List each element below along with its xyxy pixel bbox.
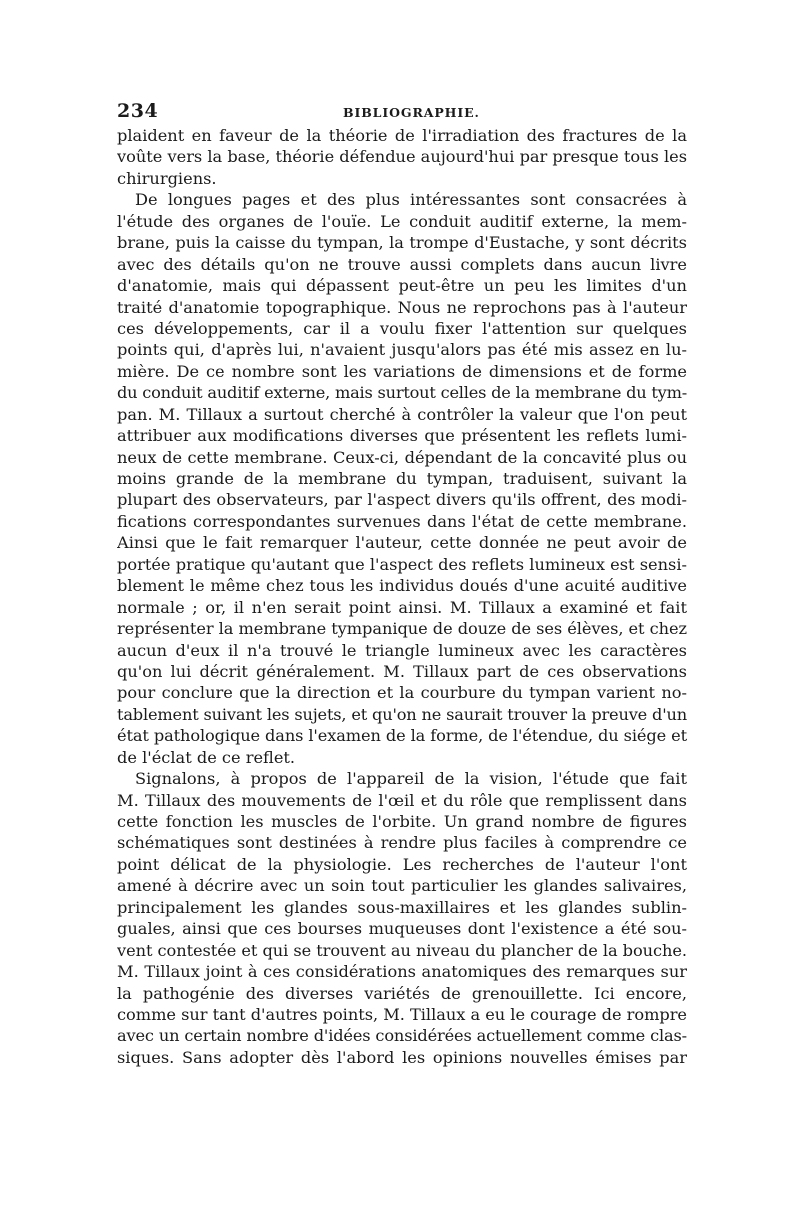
text-line: chirurgiens.: [117, 168, 217, 188]
text-line: état pathologique dans l'examen de la forme, de l'étendue, du siége et: [117, 726, 687, 746]
text-line: guales, ainsi que ces bourses muqueuses dont l'existence a été sou-: [117, 919, 687, 939]
text-line: M. Tillaux des mouvements de l'œil et du rôle que remplissent dans: [117, 790, 687, 810]
text-line: la pathogénie des diverses variétés de grenouillette. Ici encore,: [117, 983, 687, 1003]
body-text: [117, 125, 687, 1068]
paragraph-first-line: Signalons, à propos de l'appareil de la vision, l'étude que fait: [135, 769, 687, 789]
text-line: normale ; or, il n'en serait point ainsi. M. Tillaux a examiné et fait: [117, 597, 687, 617]
page-header: [117, 100, 687, 126]
text-line: points qui, d'après lui, n'avaient jusqu'alors pas été mis assez en lu-: [117, 340, 687, 360]
text-line: plupart des observateurs, par l'aspect divers qu'ils offrent, des modi-: [117, 490, 687, 510]
text-line: du conduit auditif externe, mais surtout celles de la membrane du tym-: [117, 383, 687, 403]
text-line: portée pratique qu'autant que l'aspect des reflets lumineux est sensi-: [117, 554, 687, 574]
text-line: représenter la membrane tympanique de douze de ses élèves, et chez: [117, 619, 687, 639]
text-line: pan. M. Tillaux a surtout cherché à contrôler la valeur que l'on peut: [117, 404, 687, 424]
text-line: M. Tillaux joint à ces considérations anatomiques des remarques sur: [117, 962, 687, 982]
text-line: schématiques sont destinées à rendre plus faciles à comprendre ce: [117, 833, 687, 853]
text-line: qu'on lui décrit généralement. M. Tillaux part de ces observations: [117, 661, 687, 681]
text-line: vent contestée et qui se trouvent au niveau du plancher de la bouche.: [117, 940, 687, 960]
running-title: BIBLIOGRAPHIE.: [343, 105, 480, 120]
text-line: neux de cette membrane. Ceux-ci, dépendant de la concavité plus ou: [117, 447, 687, 467]
paragraph-first-line: De longues pages et des plus intéressantes sont consacrées à: [135, 190, 687, 210]
text-line: siques. Sans adopter dès l'abord les opinions nouvelles émises par: [117, 1047, 687, 1067]
text-line: comme sur tant d'autres points, M. Tillaux a eu le courage de rompre: [117, 1004, 687, 1024]
text-line: ces développements, car il a voulu fixer l'attention sur quelques: [117, 318, 687, 338]
text-line: brane, puis la caisse du tympan, la trompe d'Eustache, y sont décrits: [117, 233, 687, 253]
text-line: aucun d'eux il n'a trouvé le triangle lumineux avec les caractères: [117, 640, 687, 660]
text-line: de l'éclat de ce reflet.: [117, 747, 296, 767]
text-line: point délicat de la physiologie. Les recherches de l'auteur l'ont: [117, 854, 687, 874]
text-line: mière. De ce nombre sont les variations de dimensions et de forme: [117, 361, 687, 381]
text-line: fications correspondantes survenues dans l'état de cette membrane.: [117, 511, 687, 531]
text-line: avec un certain nombre d'idées considérées actuellement comme clas-: [117, 1026, 687, 1046]
text-line: cette fonction les muscles de l'orbite. Un grand nombre de figures: [117, 812, 687, 831]
text-line: voûte vers la base, théorie défendue aujourd'hui par presque tous les: [117, 147, 687, 167]
text-line: l'étude des organes de l'ouïe. Le conduit auditif externe, la mem-: [117, 211, 687, 231]
text-line: tablement suivant les sujets, et qu'on ne saurait trouver la preuve d'un: [117, 704, 687, 724]
text-line: moins grande de la membrane du tympan, traduisent, suivant la: [117, 469, 687, 488]
text-line: pour conclure que la direction et la courbure du tympan varient no-: [117, 683, 687, 703]
text-line: traité d'anatomie topographique. Nous ne reprochons pas à l'auteur: [117, 297, 687, 317]
text-line: plaident en faveur de la théorie de l'irradiation des fractures de la: [117, 126, 687, 145]
text-line: d'anatomie, mais qui dépassent peut-être un peu les limites d'un: [117, 276, 687, 296]
text-line: amené à décrire avec un soin tout particulier les glandes salivaires,: [117, 876, 687, 896]
page-number: 234: [117, 100, 159, 122]
text-line: avec des détails qu'on ne trouve aussi complets dans aucun livre: [117, 254, 687, 274]
text-line: Ainsi que le fait remarquer l'auteur, cette donnée ne peut avoir de: [117, 533, 687, 553]
text-line: attribuer aux modifications diverses que présentent les reflets lumi-: [117, 426, 687, 446]
text-line: principalement les glandes sous-maxillaires et les glandes sublin-: [117, 897, 687, 917]
text-line: blement le même chez tous les individus doués d'une acuité auditive: [117, 576, 687, 596]
